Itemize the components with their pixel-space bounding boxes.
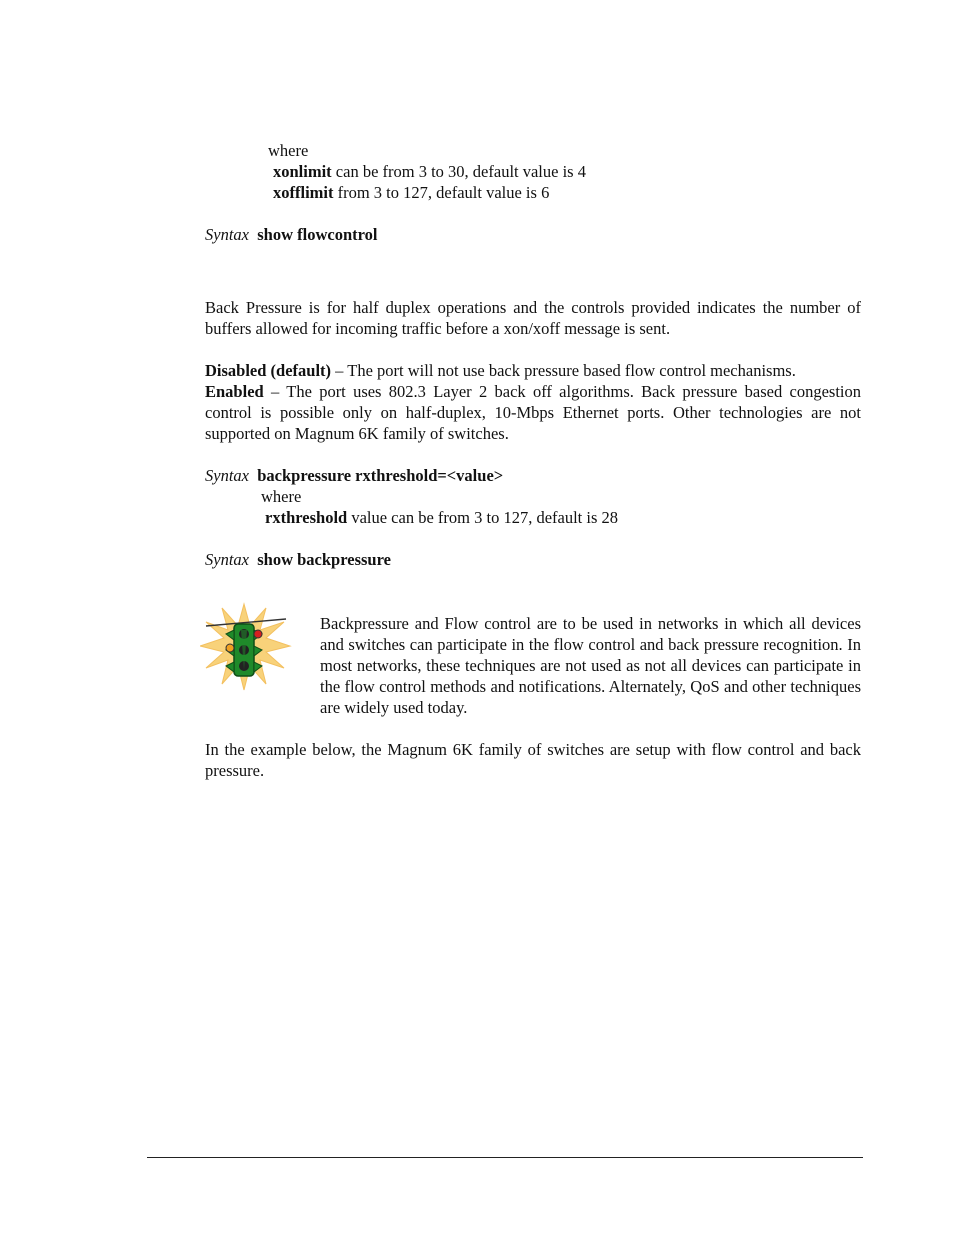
fc-xonlimit-desc: can be from 3 to 30, default value is 4	[331, 162, 586, 181]
bp-disabled-label: Disabled (default)	[205, 361, 332, 380]
footer-divider	[147, 1157, 863, 1158]
bp-rxthreshold-desc: value can be from 3 to 127, default is 28	[347, 508, 619, 527]
bp-disabled-text: – The port will not use back pressure based flow control mechanisms.	[331, 361, 796, 380]
example-paragraph: In the example below, the Magnum 6K family of switches are setup with flow control and back pressure.	[205, 740, 861, 780]
bp-options-paragraph	[205, 360, 861, 444]
syntax-command: backpressure rxthreshold=<value>	[257, 466, 504, 485]
fc-show-syntax	[205, 224, 377, 245]
traffic-light-icon	[200, 600, 292, 692]
fc-xofflimit-line	[273, 182, 549, 203]
note-paragraph: Backpressure and Flow control are to be used in networks in which all devices and switches can participate in the flow control and back pressure recognition. In most networks, these techniques are not used as not all devices can participate in the flow control methods and notifications. Alternately, QoS and other techniques are widely used today.	[320, 614, 861, 717]
fc-xofflimit-desc: from 3 to 127, default value is 6	[333, 183, 550, 202]
fc-xofflimit-param: xofflimit	[273, 183, 334, 202]
fc-xonlimit-param: xonlimit	[273, 162, 332, 181]
bp-enabled-label: Enabled	[205, 382, 264, 401]
bp-show-syntax	[205, 549, 391, 570]
bp-intro-paragraph: Back Pressure is for half duplex operations and the controls provided indicates the number of buffers allowed for incoming traffic before a xon/xoff message is sent.	[205, 298, 861, 338]
bp-rxthreshold-param: rxthreshold	[265, 508, 348, 527]
bp-syntax	[205, 465, 503, 486]
syntax-label: Syntax	[205, 225, 249, 244]
bp-enabled-text: – The port uses 802.3 Layer 2 back off algorithms. Back pressure based congestion control is possible only on half-duplex, 10-Mbps Ethernet ports. Other technologies are not supported on Magnum 6K family of switches.	[205, 382, 861, 443]
syntax-label: Syntax	[205, 466, 249, 485]
syntax-command: show flowcontrol	[257, 225, 378, 244]
bp-where: where	[261, 487, 302, 506]
syntax-label: Syntax	[205, 550, 249, 569]
fc-xonlimit-line	[273, 161, 586, 182]
syntax-command: show backpressure	[257, 550, 391, 569]
fc-where: where	[268, 141, 309, 160]
bp-rxthreshold-line	[265, 507, 618, 528]
